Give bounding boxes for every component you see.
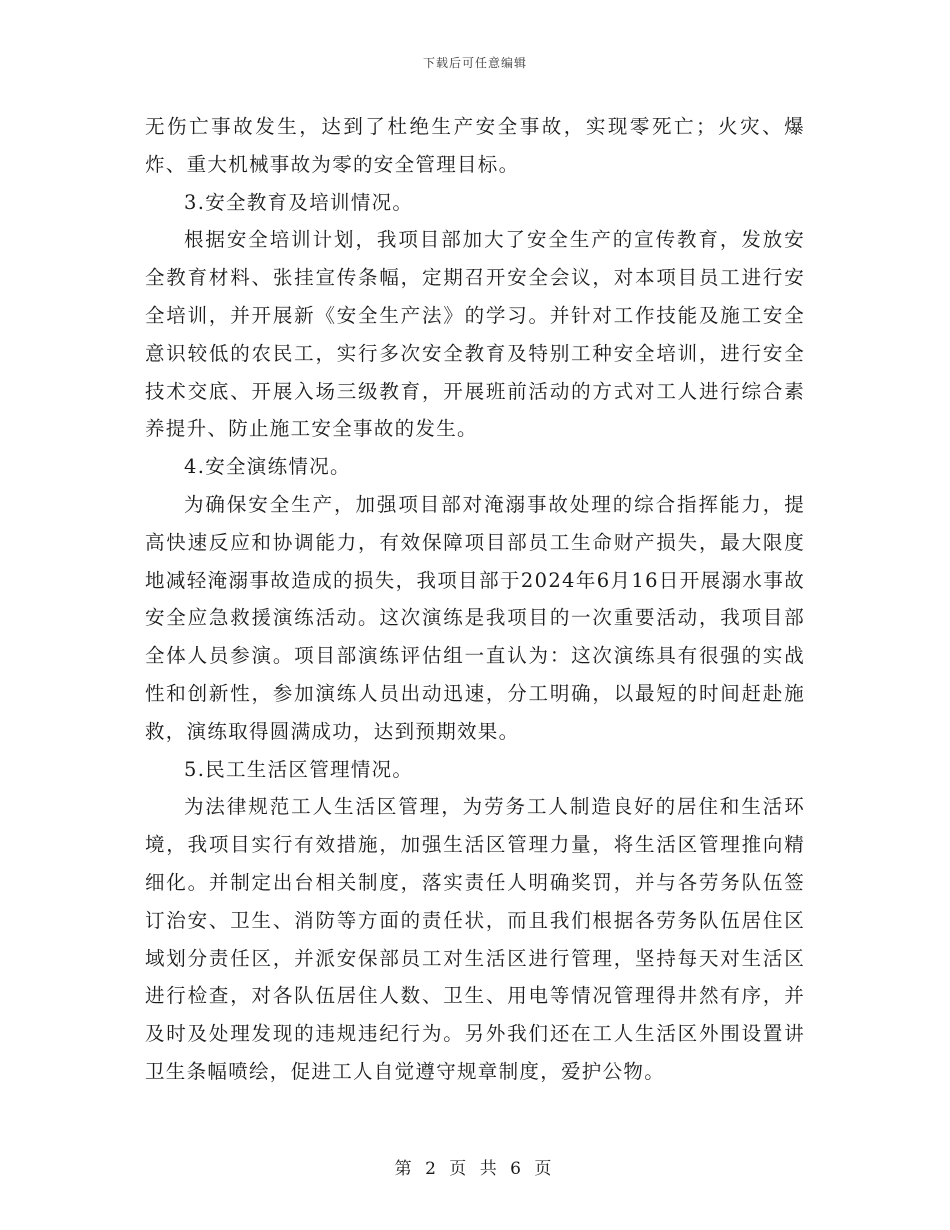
section-heading-5: 5.民工生活区管理情况。 [184, 757, 414, 781]
section-heading-4: 4.安全演练情况。 [184, 455, 351, 479]
document-body [145, 108, 805, 1091]
paragraph-continuation: 无伤亡事故发生，达到了杜绝生产安全事故，实现零死亡；火灾、爆炸、重大机械事故为零的安全管理目标。 [145, 115, 805, 176]
paragraph-living-area: 为法律规范工人生活区管理，为劳务工人制造良好的居住和生活环境，我项目实行有效措施，加强生活区管理力量，将生活区管理推向精细化。并制定出台相关制度，落实责任人明确奖罚，并与各劳务队伍签订治安、卫生、消防等方面的责任状，而且我们根据各劳务队伍居住区域划分责任区，并派安保部员工对生活区进行管理，坚持每天对生活区进行检查，对各队伍居住人数、卫生、用电等情况管理得井然有序，并及时及处理发现的违规违纪行为。另外我们还在工人生活区外围设置讲卫生条幅喷绘，促进工人自觉遵守规章制度，爱护公物。 [145, 795, 805, 1083]
section-heading-3: 3.安全教育及培训情况。 [184, 190, 414, 214]
paragraph-safety-training: 根据安全培训计划，我项目部加大了安全生产的宣传教育，发放安全教育材料、张挂宣传条幅，定期召开安全会议，对本项目员工进行安全培训，并开展新《安全生产法》的学习。并针对工作技能及施工安全意识较低的农民工，实行多次安全教育及特别工种安全培训，进行安全技术交底、开展入场三级教育，开展班前活动的方式对工人进行综合素养提升、防止施工安全事故的发生。 [145, 228, 805, 441]
page-header: 下载后可任意编辑 [422, 56, 527, 70]
page-number: 第 2 页 共 6 页 [394, 1159, 556, 1179]
paragraph-safety-drill: 为确保安全生产，加强项目部对淹溺事故处理的综合指挥能力，提高快速反应和协调能力，有效保障项目部员工生命财产损失，最大限度地减轻淹溺事故造成的损失，我项目部于2024年6月16日开展溺水事故安全应急救援演练活动。这次演练是我项目的一次重要活动，我项目部全体人员参演。项目部演练评估组一直认为：这次演练具有很强的实战性和创新性，参加演练人员出动迅速，分工明确，以最短的时间赶赴施救，演练取得圆满成功，达到预期效果。 [145, 492, 805, 743]
